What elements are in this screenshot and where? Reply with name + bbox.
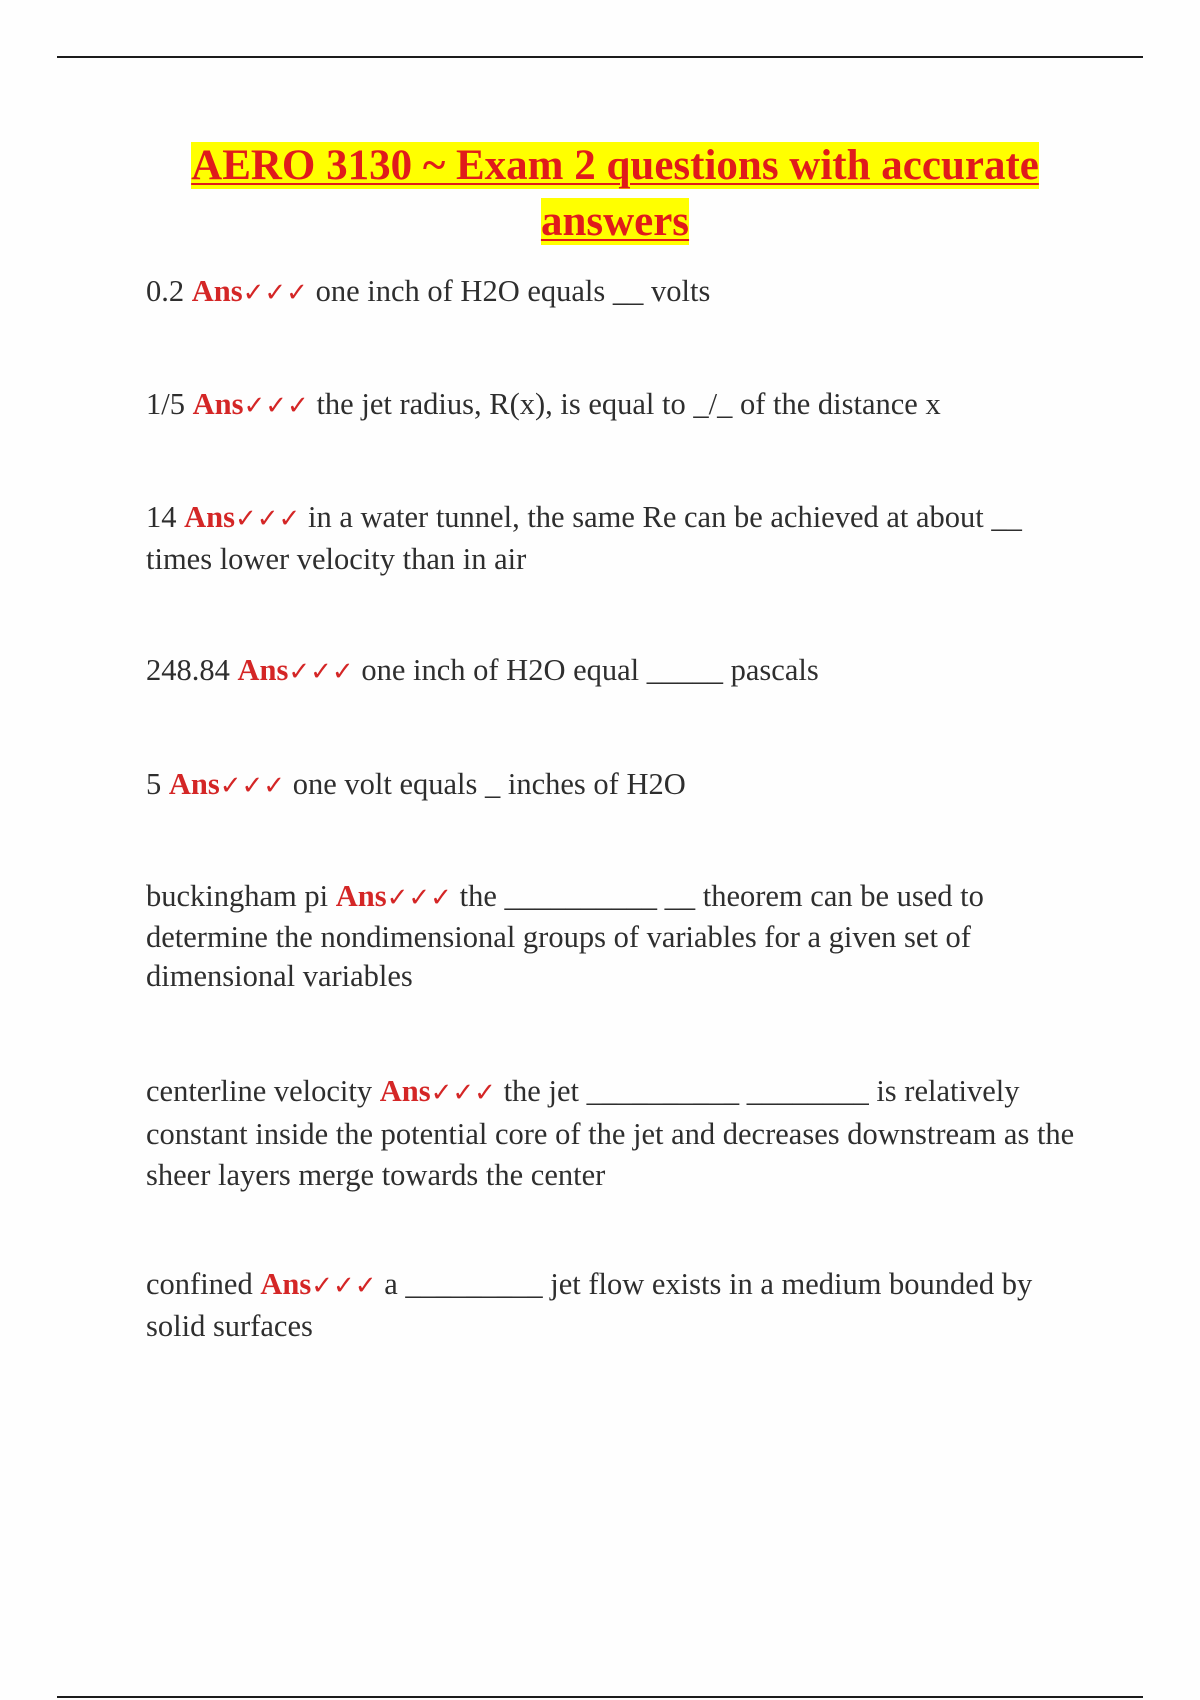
question-text: one inch of H2O equal _____ pascals bbox=[361, 653, 819, 687]
footer-rule bbox=[57, 1696, 1143, 1698]
question-text: a _________ jet flow exists in a medium bounded by solid surfaces bbox=[146, 1267, 1033, 1343]
qa-item bbox=[146, 877, 1086, 996]
answer-text: buckingham pi bbox=[146, 879, 329, 913]
qa-item bbox=[146, 650, 1086, 692]
ans-label: Ans bbox=[168, 767, 220, 801]
answer-text: confined bbox=[146, 1267, 253, 1301]
qa-item bbox=[146, 497, 1086, 579]
ans-label: Ans bbox=[184, 500, 235, 534]
check-marks-icon: ✓✓✓ bbox=[288, 657, 354, 687]
document-title bbox=[120, 138, 1110, 250]
question-text: one volt equals _ inches of H2O bbox=[292, 767, 686, 801]
answer-text: 1/5 bbox=[146, 387, 185, 421]
header-rule bbox=[57, 56, 1143, 58]
qa-item bbox=[146, 384, 1086, 426]
question-text: one inch of H2O equals __ volts bbox=[315, 274, 711, 308]
check-marks-icon: ✓✓✓ bbox=[242, 278, 308, 308]
answer-text: 14 bbox=[146, 500, 177, 534]
ans-label: Ans bbox=[335, 879, 387, 913]
check-marks-icon: ✓✓✓ bbox=[219, 771, 286, 801]
ans-label: Ans bbox=[237, 653, 289, 687]
check-marks-icon: ✓✓✓ bbox=[234, 504, 301, 534]
answer-text: centerline velocity bbox=[146, 1074, 373, 1108]
ans-label: Ans bbox=[191, 274, 243, 308]
qa-item bbox=[146, 1071, 1086, 1196]
ans-label: Ans bbox=[260, 1267, 312, 1301]
ans-label: Ans bbox=[379, 1074, 431, 1108]
question-text: the __________ __ theorem can be used to determine the nondimensional groups of variables for a given set of dimensional variables bbox=[146, 879, 984, 993]
answer-text: 5 bbox=[146, 767, 162, 801]
title-line-1: AERO 3130 ~ Exam 2 questions with accurate bbox=[191, 142, 1039, 189]
qa-item bbox=[146, 764, 1086, 806]
question-text: in a water tunnel, the same Re can be achieved at about __ times lower velocity than in air bbox=[146, 500, 1022, 576]
check-marks-icon: ✓✓✓ bbox=[386, 883, 452, 913]
question-text: the jet __________ ________ is relatively constant inside the potential core of the jet and decreases downstream as the sheer layers merge towards the center bbox=[146, 1074, 1075, 1192]
check-marks-icon: ✓✓✓ bbox=[311, 1271, 377, 1301]
check-marks-icon: ✓✓✓ bbox=[430, 1078, 496, 1108]
answer-text: 0.2 bbox=[146, 274, 185, 308]
qa-item bbox=[146, 271, 1086, 313]
question-text: the jet radius, R(x), is equal to _/_ of the distance x bbox=[316, 387, 941, 421]
title-line-2: answers bbox=[540, 198, 690, 245]
check-marks-icon: ✓✓✓ bbox=[243, 391, 309, 421]
answer-text: 248.84 bbox=[146, 653, 230, 687]
qa-item bbox=[146, 1264, 1086, 1346]
ans-label: Ans bbox=[192, 387, 244, 421]
